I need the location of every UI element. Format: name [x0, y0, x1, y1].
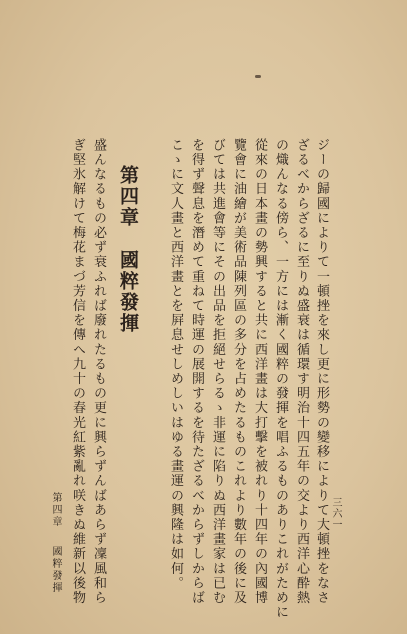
body-column-3: の熾んなる傍ら、一方には漸く國粹の發揮を唱ふるものありこれがために: [273, 138, 288, 620]
body-column-7: を得ず聲息を潛めて重ねて時運の展開するを待たざるべからずしからば: [189, 138, 204, 606]
body-column-8: こゝに文人畫と西洋畫とを屛息せしめしいはゆる畫運の興隆は如何。: [168, 138, 183, 591]
running-header-chapter: 第四章: [50, 492, 61, 528]
body-column-2: ざるべからざるに至りぬ盛衰は循環す明治十四五年の交より西洋心酔熱: [294, 138, 309, 606]
chapter-number: 第四章: [117, 165, 139, 228]
body-column-6: びては共進會等にその出品を拒絕せらるゝ非運に陷りぬ西洋畫家は已む: [210, 138, 225, 606]
body-column-1: ジーの歸國によりて一頓挫を來し更に形勢の變移によりて大頓挫をなさ: [314, 138, 329, 606]
running-header-title: 國粹發揮: [50, 546, 61, 594]
body-column-5: 覽會に油繪が美術品陳列區の多分を占めたるものこれより數年の後に及: [231, 138, 246, 606]
page-number: 三六一: [330, 497, 341, 530]
body-column-10: ぎ堅氷解けて梅花まづ芳信を傳へ九十の春光紅紫亂れ咲きぬ維新以後物: [70, 138, 85, 606]
chapter-heading: [118, 165, 137, 334]
body-column-4: 從來の日本畫の勢興すると共に西洋畫は大打擊を被れり十四年の內國博: [252, 138, 267, 606]
ink-smudge: [255, 75, 261, 78]
body-column-9: 盛んなるもの必ず衰ふれば廢れたるもの更に興らずんばあらず凜風和ら: [91, 138, 106, 606]
chapter-title: 國粹發揮: [117, 250, 139, 334]
